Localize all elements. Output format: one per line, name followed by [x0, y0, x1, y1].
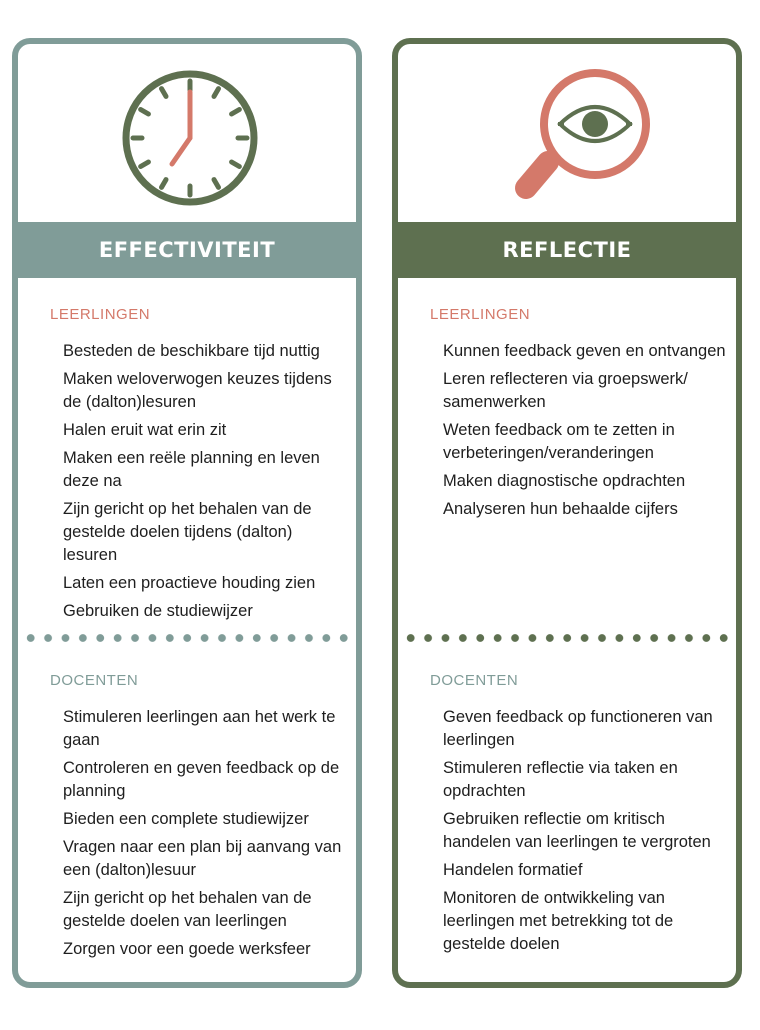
clock-tick: [141, 162, 149, 167]
docenten-label: DOCENTEN: [50, 672, 139, 689]
docenten-label: DOCENTEN: [430, 672, 519, 689]
reflectie-header: [398, 222, 736, 278]
list-item: Handelen formatief: [443, 861, 583, 879]
leerlingen-label: LEERLINGEN: [430, 306, 531, 323]
clock-tick: [232, 110, 240, 115]
clock-tick: [141, 110, 149, 115]
list-item: Halen eruit wat erin zit: [63, 421, 227, 439]
list-item: Zijn gericht op het behalen van de gestelde doelen van leerlingen: [63, 889, 312, 930]
list-item: Geven feedback op functioneren van leerlingen: [443, 708, 713, 749]
clock-tick: [162, 180, 167, 188]
clock-tick: [232, 162, 240, 167]
icon-area: [398, 44, 736, 222]
docenten-list: [63, 706, 348, 966]
magnifier-eye-icon: [398, 44, 736, 222]
reflectie-title: REFLECTIE: [502, 238, 632, 262]
clock-icon: [18, 44, 356, 222]
clock-tick: [162, 89, 167, 97]
list-item: Laten een proactieve houding zien: [63, 574, 316, 592]
list-item: Stimuleren leerlingen aan het werk te gaan: [63, 708, 336, 749]
dotted-divider: [398, 633, 736, 643]
list-item: Stimuleren reflectie via taken en opdrachten: [443, 759, 678, 800]
clock-tick: [214, 89, 219, 97]
dotted-divider: [18, 633, 356, 643]
list-item: Bieden een complete studiewijzer: [63, 810, 309, 828]
list-item: Zorgen voor een goede werksfeer: [63, 940, 311, 958]
clock-tick: [214, 180, 219, 188]
list-item: Maken diagnostische opdrachten: [443, 472, 686, 490]
list-item: Maken een reële planning en leven deze na: [63, 449, 320, 490]
list-item: Gebruiken de studiewijzer: [63, 602, 253, 620]
list-item: Besteden de beschikbare tijd nuttig: [63, 342, 320, 360]
reflectie-card: [392, 38, 742, 988]
leerlingen-list: [443, 340, 728, 526]
list-item: Leren reflecteren via groepswerk/ samenwerken: [443, 370, 688, 411]
list-item: Vragen naar een plan bij aanvang van een (dalton)lesuur: [63, 838, 342, 879]
list-item: Weten feedback om te zetten in verbeteringen/veranderingen: [443, 421, 675, 462]
list-item: Controleren en geven feedback op de planning: [63, 759, 340, 800]
leerlingen-list: [63, 340, 348, 628]
leerlingen-label: LEERLINGEN: [50, 306, 151, 323]
effectiviteit-header: [18, 222, 356, 278]
effectiviteit-title: EFFECTIVITEIT: [98, 238, 276, 262]
list-item: Monitoren de ontwikkeling van leerlingen met betrekking tot de gestelde doelen: [443, 889, 674, 953]
list-item: Kunnen feedback geven en ontvangen: [443, 342, 726, 360]
list-item: Zijn gericht op het behalen van de gestelde doelen tijdens (dalton) lesuren: [63, 500, 312, 564]
list-item: Gebruiken reflectie om kritisch handelen van leerlingen te vergroten: [443, 810, 711, 851]
list-item: Maken weloverwogen keuzes tijdens de (dalton)lesuren: [63, 370, 332, 411]
effectiviteit-card: [12, 38, 362, 988]
docenten-list: [443, 706, 728, 961]
icon-area: [18, 44, 356, 222]
list-item: Analyseren hun behaalde cijfers: [443, 500, 678, 518]
